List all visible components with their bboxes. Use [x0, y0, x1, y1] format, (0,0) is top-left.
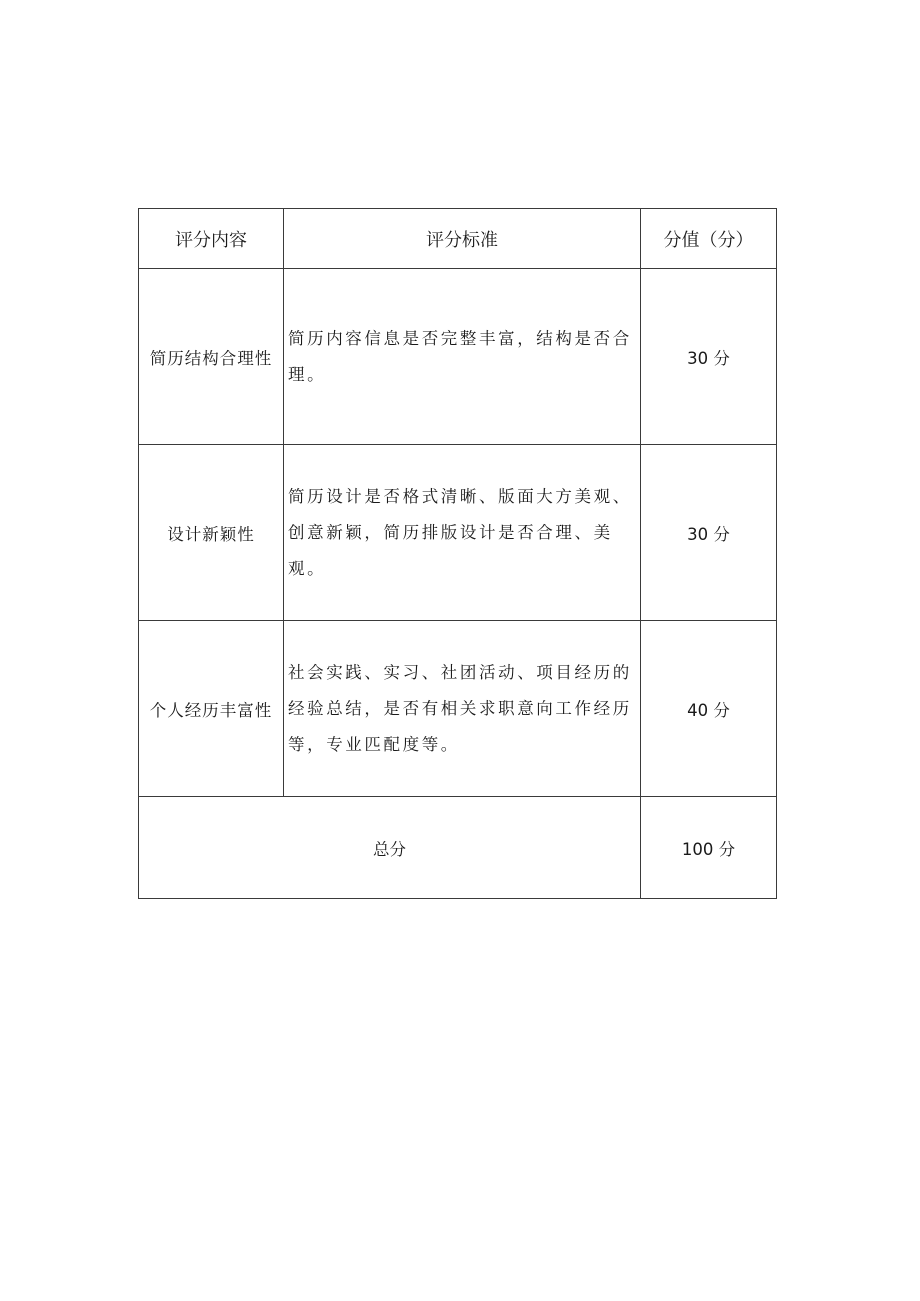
- row-standard-cell: 简历设计是否格式清晰、版面大方美观、创意新颖，简历排版设计是否合理、美观。: [284, 445, 641, 621]
- table-row: [139, 621, 777, 797]
- row-value-cell: 30 分: [641, 269, 777, 445]
- total-value-cell: 100 分: [641, 797, 777, 899]
- scoring-table: [138, 208, 777, 899]
- row-standard-cell: 简历内容信息是否完整丰富，结构是否合理。: [284, 269, 641, 445]
- table-header-row: [139, 209, 777, 269]
- row-content-cell: 设计新颖性: [139, 445, 284, 621]
- header-scoring-content: 评分内容: [139, 209, 284, 269]
- table-row: [139, 269, 777, 445]
- row-content-cell: 个人经历丰富性: [139, 621, 284, 797]
- row-value-cell: 30 分: [641, 445, 777, 621]
- table-total-row: [139, 797, 777, 899]
- row-value-cell: 40 分: [641, 621, 777, 797]
- row-content-cell: 简历结构合理性: [139, 269, 284, 445]
- table-row: [139, 445, 777, 621]
- header-scoring-standard: 评分标准: [284, 209, 641, 269]
- total-label-cell: 总分: [139, 797, 641, 899]
- row-standard-cell: 社会实践、实习、社团活动、项目经历的经验总结，是否有相关求职意向工作经历等，专业匹配度等。: [284, 621, 641, 797]
- header-score-value: 分值（分）: [641, 209, 777, 269]
